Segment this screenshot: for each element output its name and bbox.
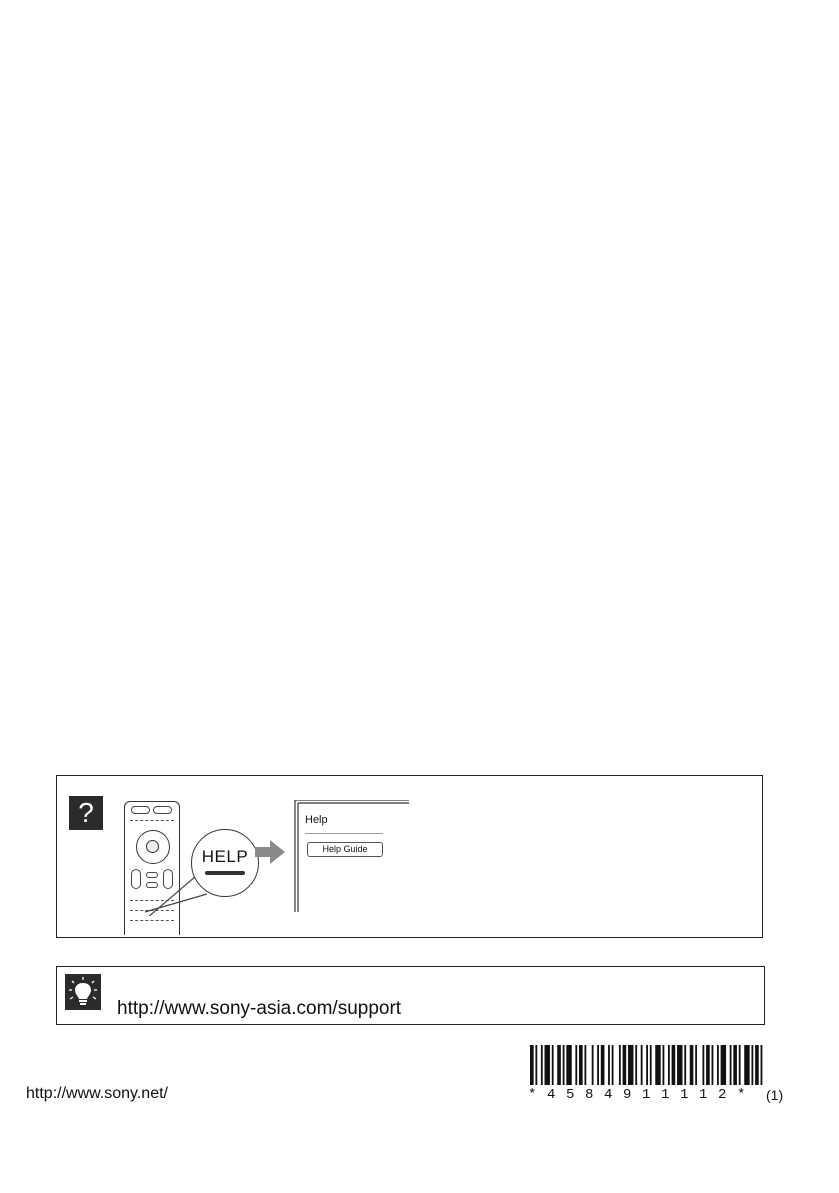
help-screen-mock: [293, 800, 409, 912]
barcode-bar: [557, 1045, 561, 1085]
barcode-text: *4584911112*: [528, 1087, 757, 1103]
barcode-bar: [751, 1045, 753, 1085]
help-guide-button[interactable]: Help Guide: [307, 842, 383, 857]
barcode-bar: [530, 1045, 534, 1085]
barcode-bar: [575, 1045, 577, 1085]
barcode-bar: [535, 1045, 537, 1085]
barcode-bar: [612, 1045, 614, 1085]
barcode-bar: [635, 1045, 637, 1085]
barcode-bar: [584, 1045, 586, 1085]
barcode: [530, 1045, 766, 1085]
barcode-bar: [717, 1045, 719, 1085]
arrow-right-icon: [255, 840, 285, 864]
barcode-bar: [712, 1045, 714, 1085]
barcode-bar: [733, 1045, 737, 1085]
help-key-magnifier: [191, 829, 259, 897]
barcode-bar: [672, 1045, 676, 1085]
screen-divider: [305, 833, 383, 834]
tip-panel: [56, 966, 765, 1025]
barcode-bar: [730, 1045, 732, 1085]
help-key-underline: [205, 871, 245, 875]
barcode-bar: [755, 1045, 759, 1085]
barcode-bar: [650, 1045, 652, 1085]
barcode-bar: [579, 1045, 583, 1085]
barcode-bar: [563, 1045, 565, 1085]
barcode-bar: [608, 1045, 610, 1085]
barcode-bar: [623, 1045, 627, 1085]
barcode-bar: [706, 1045, 710, 1085]
barcode-bar: [702, 1045, 704, 1085]
barcode-bar: [739, 1045, 741, 1085]
sony-website-link[interactable]: http://www.sony.net/: [26, 1085, 168, 1102]
barcode-bar: [684, 1045, 686, 1085]
barcode-bar: [744, 1045, 749, 1085]
barcode-suffix: (1): [766, 1087, 784, 1103]
barcode-bar: [668, 1045, 670, 1085]
support-url-link[interactable]: http://www.sony-asia.com/support: [117, 998, 402, 1019]
barcode-bar: [619, 1045, 621, 1085]
question-mark-icon: ?: [69, 796, 103, 830]
barcode-bar: [628, 1045, 633, 1085]
barcode-bar: [592, 1045, 594, 1085]
barcode-bar: [552, 1045, 554, 1085]
barcode-bar: [597, 1045, 599, 1085]
barcode-bar: [541, 1045, 543, 1085]
barcode-bar: [721, 1045, 726, 1085]
screen-title: Help: [305, 814, 328, 826]
help-key-label: HELP: [201, 847, 249, 866]
help-panel: [56, 775, 763, 938]
barcode-bar: [695, 1045, 697, 1085]
barcode-bar: [663, 1045, 665, 1085]
barcode-bar: [545, 1045, 550, 1085]
barcode-bar: [566, 1045, 571, 1085]
light-bulb-icon: [65, 974, 101, 1010]
barcode-bar: [646, 1045, 648, 1085]
barcode-bar: [601, 1045, 605, 1085]
barcode-bar: [655, 1045, 660, 1085]
barcode-bar: [641, 1045, 643, 1085]
barcode-bar: [761, 1045, 763, 1085]
barcode-bar: [690, 1045, 694, 1085]
barcode-bar: [677, 1045, 682, 1085]
